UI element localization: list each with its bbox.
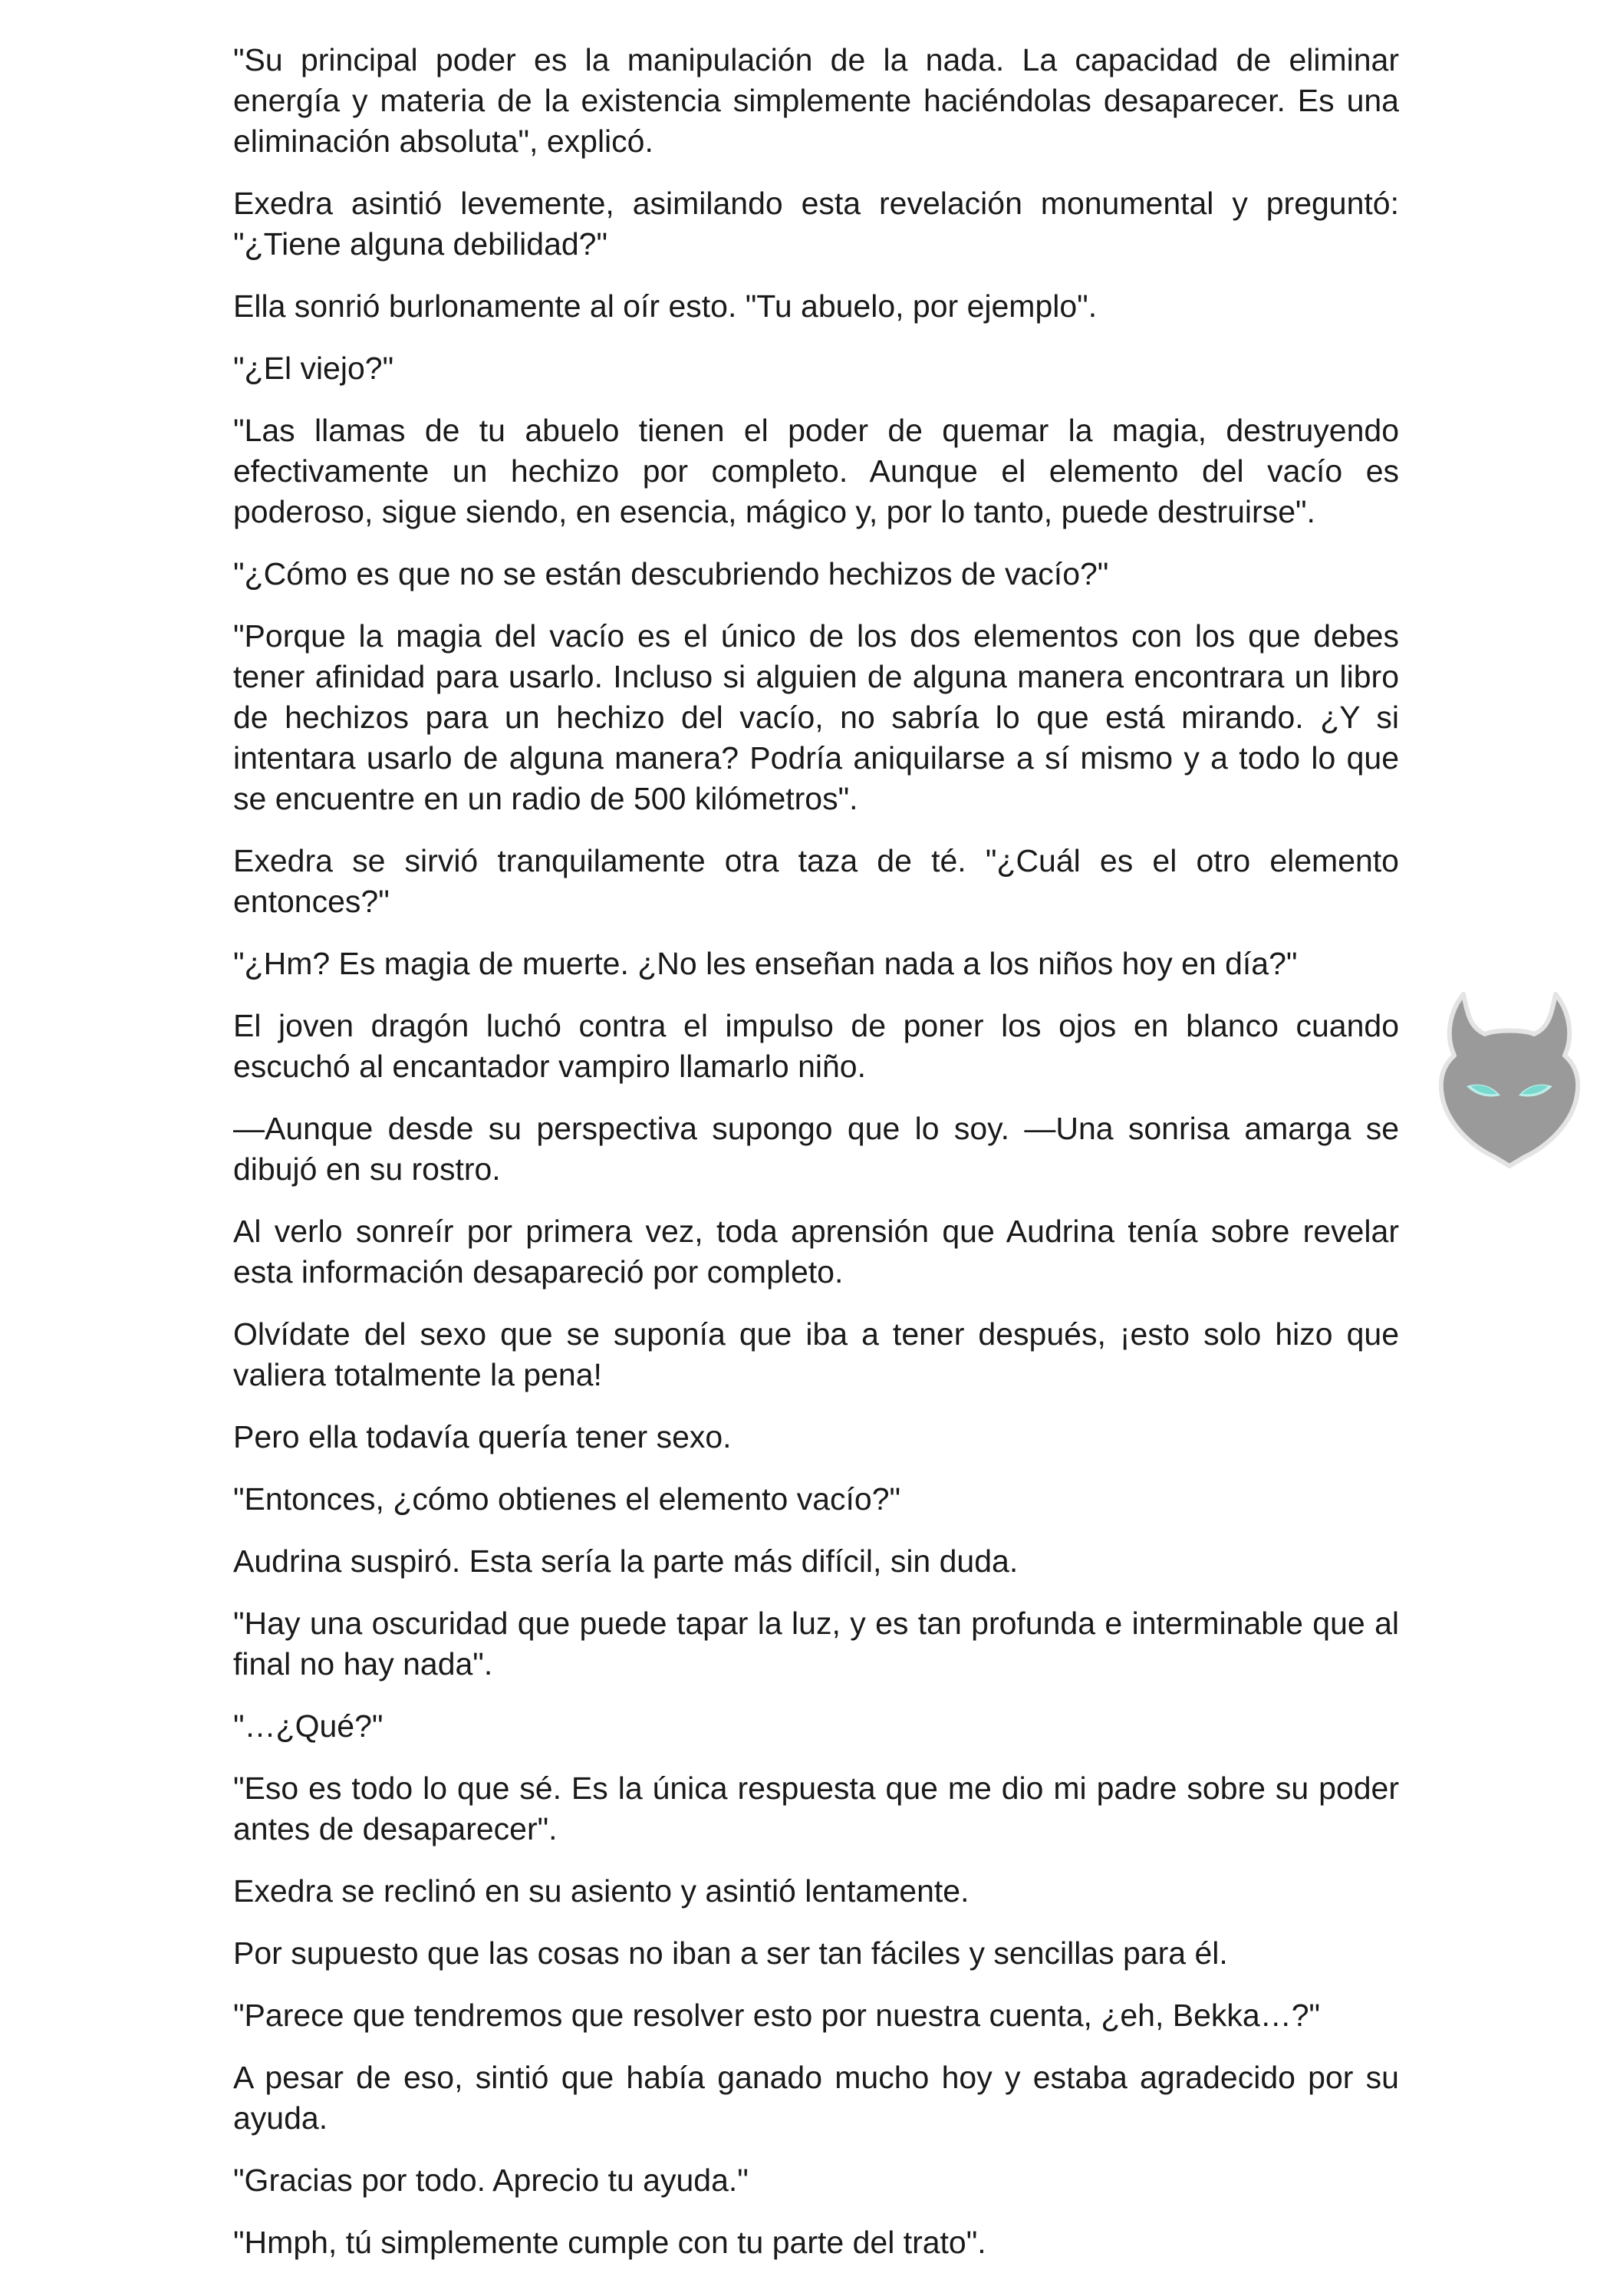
- paragraph-9: "¿Hm? Es magia de muerte. ¿No les enseñan nada a los niños hoy en día?": [233, 946, 1298, 981]
- paragraph-13: Olvídate del sexo que se suponía que iba a tener después, ¡esto solo hizo que valiera totalmente la pena!: [233, 1316, 1399, 1392]
- paragraph-16: Audrina suspiró. Esta sería la parte más difícil, sin duda.: [233, 1543, 1019, 1579]
- paragraph-14: Pero ella todavía quería tener sexo.: [233, 1419, 732, 1454]
- paragraph-6: "¿Cómo es que no se están descubriendo hechizos de vacío?": [233, 556, 1109, 591]
- demon-head-shape: [1441, 994, 1578, 1166]
- paragraph-23: A pesar de eso, sintió que había ganado mucho hoy y estaba agradecido por su ayuda.: [233, 2060, 1399, 2136]
- paragraph-8: Exedra se sirvió tranquilamente otra taza de té. "¿Cuál es el otro elemento entonces?": [233, 843, 1399, 919]
- paragraph-24: "Gracias por todo. Aprecio tu ayuda.": [233, 2163, 749, 2198]
- paragraph-15: "Entonces, ¿cómo obtienes el elemento vacío?": [233, 1481, 901, 1517]
- paragraph-19: "Eso es todo lo que sé. Es la única respuesta que me dio mi padre sobre su poder antes de desaparecer".: [233, 1771, 1399, 1846]
- paragraph-17: "Hay una oscuridad que puede tapar la luz, y es tan profunda e interminable que al final no hay nada".: [233, 1606, 1399, 1682]
- paragraph-21: Por supuesto que las cosas no iban a ser tan fáciles y sencillas para él.: [233, 1935, 1228, 1971]
- paragraph-25: "Hmph, tú simplemente cumple con tu parte del trato".: [233, 2225, 986, 2260]
- paragraph-7: "Porque la magia del vacío es el único de los dos elementos con los que debes tener afinidad para usarlo. Incluso si alguien de alguna manera encontrara un libro de hechizos para un hechizo del vacío, no sabría lo que está mirando. ¿Y si intentara usarlo de alguna manera? Podría aniquilarse a sí mismo y a todo lo que se encuentre en un radio de 500 kilómetros".: [233, 618, 1399, 816]
- paragraph-4: "¿El viejo?": [233, 351, 394, 386]
- paragraph-12: Al verlo sonreír por primera vez, toda aprensión que Audrina tenía sobre revelar esta información desapareció por completo.: [233, 1214, 1399, 1290]
- paragraph-20: Exedra se reclinó en su asiento y asintió lentamente.: [233, 1873, 970, 1909]
- paragraph-18: "…¿Qué?": [233, 1708, 384, 1744]
- paragraph-10: El joven dragón luchó contra el impulso de poner los ojos en blanco cuando escuchó al encantador vampiro llamarlo niño.: [233, 1008, 1399, 1084]
- paragraph-2: Exedra asintió levemente, asimilando esta revelación monumental y preguntó: "¿Tiene alguna debilidad?": [233, 186, 1399, 262]
- paragraph-5: "Las llamas de tu abuelo tienen el poder de quemar la magia, destruyendo efectivamente un hechizo por completo. Aunque el elemento del vacío es poderoso, sigue siendo, en esencia, mágico y, por lo tanto, puede destruirse".: [233, 413, 1399, 529]
- paragraph-11: —Aunque desde su perspectiva supongo que lo soy. —Una sonrisa amarga se dibujó en su rostro.: [233, 1111, 1399, 1187]
- paragraph-22: "Parece que tendremos que resolver esto por nuestra cuenta, ¿eh, Bekka…?": [233, 1998, 1321, 2033]
- paragraph-3: Ella sonrió burlonamente al oír esto. "Tu abuelo, por ejemplo".: [233, 288, 1098, 324]
- paragraph-1: "Su principal poder es la manipulación de la nada. La capacidad de eliminar energía y materia de la existencia simplemente haciéndolas desaparecer. Es una eliminación absoluta", explicó.: [233, 42, 1399, 159]
- document-body: [233, 40, 1399, 2284]
- horned-demon-head-icon: [1433, 988, 1586, 1172]
